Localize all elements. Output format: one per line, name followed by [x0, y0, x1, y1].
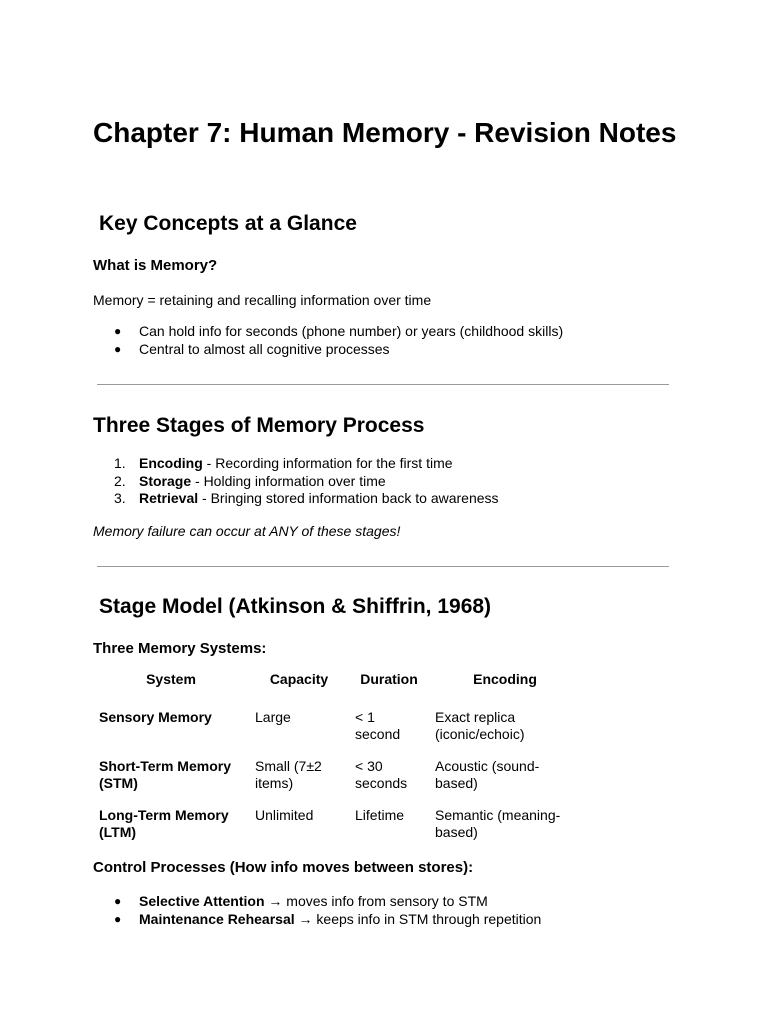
stage-model-heading: Stage Model (Atkinson & Shiffrin, 1968) — [99, 595, 492, 618]
stage-term: Storage — [139, 472, 192, 489]
list-number: 3. — [114, 490, 126, 506]
column-header-system: System — [146, 671, 196, 687]
stage-description: - Bringing stored information back to awareness — [198, 490, 499, 506]
cell-duration: < 1 second — [355, 708, 401, 742]
list-item-text: Can hold info for seconds (phone number) or years (childhood skills) — [139, 323, 564, 339]
column-header-encoding: Encoding — [473, 671, 537, 687]
cell-capacity: Small (7±2 items) — [255, 757, 322, 791]
list-item — [93, 473, 499, 491]
bullet-icon: ● — [114, 894, 122, 908]
list-number: 2. — [114, 472, 126, 489]
bullet-icon: ● — [114, 341, 122, 356]
cell-capacity: Large — [255, 708, 291, 725]
list-item — [93, 911, 541, 929]
control-processes-heading: Control Processes (How info moves between stores): — [93, 859, 474, 876]
cell-duration: < 30 seconds — [355, 757, 408, 791]
cell-encoding: Acoustic (sound-based) — [435, 757, 540, 791]
control-processes-list — [93, 893, 541, 928]
memory-definition: Memory = retaining and recalling information over time — [93, 292, 432, 308]
cell-system: Short-Term Memory (STM) — [99, 757, 231, 791]
stage-term: Encoding — [139, 455, 203, 471]
memory-failure-note: Memory failure can occur at ANY of these stages! — [93, 523, 401, 539]
list-number: 1. — [114, 455, 126, 471]
table-row — [93, 801, 581, 850]
process-description: → keeps info in STM through repetition — [294, 910, 542, 927]
horizontal-divider — [97, 384, 669, 385]
process-term: Selective Attention — [139, 893, 265, 909]
table-row — [93, 752, 581, 801]
bullet-icon: ● — [114, 324, 122, 338]
list-item — [93, 490, 499, 508]
horizontal-divider — [97, 566, 669, 567]
column-header-capacity: Capacity — [269, 671, 329, 687]
cell-encoding: Exact replica (iconic/echoic) — [435, 708, 525, 742]
column-header-duration: Duration — [360, 671, 418, 687]
list-item — [93, 893, 541, 911]
cell-system: Sensory Memory — [99, 708, 212, 725]
cell-encoding: Semantic (meaning-based) — [435, 806, 561, 840]
cell-system: Long-Term Memory (LTM) — [99, 806, 229, 840]
list-item — [93, 323, 563, 341]
cell-capacity: Unlimited — [255, 806, 314, 823]
process-term: Maintenance Rehearsal — [139, 910, 295, 927]
table-header-row — [93, 667, 581, 703]
key-concepts-heading: Key Concepts at a Glance — [99, 212, 357, 235]
memory-systems-table — [93, 667, 581, 850]
cell-duration: Lifetime — [355, 806, 405, 823]
bullet-icon: ● — [114, 911, 122, 926]
list-item-text: Central to almost all cognitive processes — [139, 340, 390, 357]
list-item — [93, 455, 499, 473]
stages-list — [93, 455, 499, 508]
memory-bullet-list — [93, 323, 563, 358]
page-title: Chapter 7: Human Memory - Revision Notes — [93, 117, 677, 148]
three-stages-heading: Three Stages of Memory Process — [93, 414, 425, 437]
process-description: → moves info from sensory to STM — [264, 893, 488, 909]
stage-description: - Holding information over time — [191, 472, 386, 489]
stage-description: - Recording information for the first time — [202, 455, 453, 471]
stage-term: Retrieval — [139, 490, 199, 506]
memory-systems-heading: Three Memory Systems: — [93, 640, 267, 657]
table-row — [93, 703, 581, 752]
list-item — [93, 341, 563, 359]
what-is-memory-heading: What is Memory? — [93, 257, 218, 274]
